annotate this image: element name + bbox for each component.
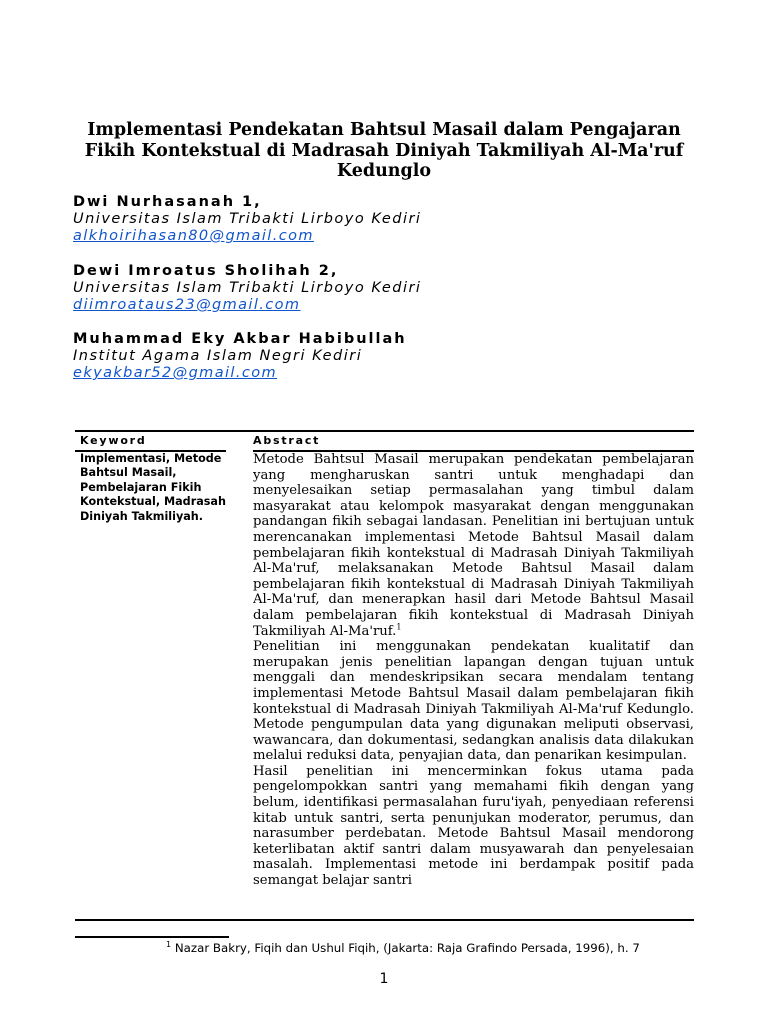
author-email-link[interactable]: alkhoirihasan80@gmail.com xyxy=(73,228,314,244)
author-1 xyxy=(73,194,693,245)
author-email-link[interactable]: ekyakbar52@gmail.com xyxy=(73,365,278,381)
keyword-heading: Keyword xyxy=(80,434,147,447)
author-name: Dwi Nurhasanah 1, xyxy=(73,194,262,210)
author-2 xyxy=(73,263,693,314)
page-number: 1 xyxy=(379,971,389,987)
abstract-paragraph: Penelitian ini menggunakan pendekatan kualitatif dan merupakan jenis penelitian lapangan dengan tujuan untuk menggali dan mendeskripsikan secara mendalam tentang implementasi Metode Bahtsul Masail dalam pembelajaran fikih kontekstual di Madrasah Diniyah Takmiliyah Al-Ma'ruf Kedunglo. Metode pengumpulan data yang digunakan meliputi observasi, wawancara, dan dokumentasi, sedangkan analisis data dilakukan melalui reduksi data, penyajian data, dan penarikan kesimpulan. xyxy=(253,639,694,764)
abstract-body xyxy=(253,452,694,918)
keywords-text: Implementasi, Metode Bahtsul Masail, Pembelajaran Fikih Kontekstual, Madrasah Diniyah Takmiliyah. xyxy=(80,452,226,523)
footnote-separator xyxy=(75,936,229,938)
footnote xyxy=(166,940,640,955)
abstract-paragraph: Hasil penelitian ini mencerminkan fokus utama pada pengelompokkan santri yang memahami fikih dengan yang belum, identifikasi permasalahan furu'iyah, penyediaan referensi kitab untuk santri, serta penunjukan moderator, perumus, dan narasumber perdebatan. Metode Bahtsul Masail mendorong keterlibatan aktif santri dalam musyawarah dan penyelesaian masalah. Implementasi metode ini berdampak positif pada semangat belajar santri xyxy=(253,763,694,889)
table-top-rule xyxy=(75,430,694,432)
author-email-link[interactable]: diimroataus23@gmail.com xyxy=(73,297,301,313)
footnote-text: Nazar Bakry, Fiqih dan Ushul Fiqih, (Jakarta: Raja Grafindo Persada, 1996), h. 7 xyxy=(174,940,640,955)
author-institution: Universitas Islam Tribakti Lirboyo Kediri xyxy=(73,280,422,296)
author-institution: Universitas Islam Tribakti Lirboyo Kediri xyxy=(73,211,422,227)
abstract-paragraph-text: Metode Bahtsul Masail merupakan pendekatan pembelajaran yang mengharuskan santri untuk menghadapi dan menyelesaikan setiap permasalahan yang timbul dalam masyarakat atau kelompok masyarakat dengan menggunakan pandangan fikih sebagai landasan. Penelitian ini bertujuan untuk merencanakan implementasi Metode Bahtsul Masail dalam pembelajaran fikih kontekstual di Madrasah Diniyah Takmiliyah Al-Ma'ruf, melaksanakan Metode Bahtsul Masail dalam pembelajaran fikih kontekstual di Madrasah Diniyah Takmiliyah Al-Ma'ruf, dan menerapkan hasil dari Metode Bahtsul Masail dalam pembelajaran fikih kontekstual di Madrasah Diniyah Takmiliyah Al-Ma'ruf. xyxy=(253,452,694,639)
author-name: Dewi Imroatus Sholihah 2, xyxy=(73,263,339,279)
author-name: Muhammad Eky Akbar Habibullah xyxy=(73,331,407,347)
abstract-paragraph xyxy=(253,452,694,639)
footnote-number: 1 xyxy=(166,940,172,949)
author-institution: Institut Agama Islam Negri Kediri xyxy=(73,348,363,364)
abstract-heading: Abstract xyxy=(253,434,321,447)
table-bottom-rule xyxy=(75,919,694,921)
footnote-marker: 1 xyxy=(396,622,402,632)
paper-title: Implementasi Pendekatan Bahtsul Masail dalam Pengajaran Fikih Kontekstual di Madrasah Diniyah Takmiliyah Al-Ma'ruf Kedunglo xyxy=(84,120,684,181)
author-3 xyxy=(73,331,693,382)
